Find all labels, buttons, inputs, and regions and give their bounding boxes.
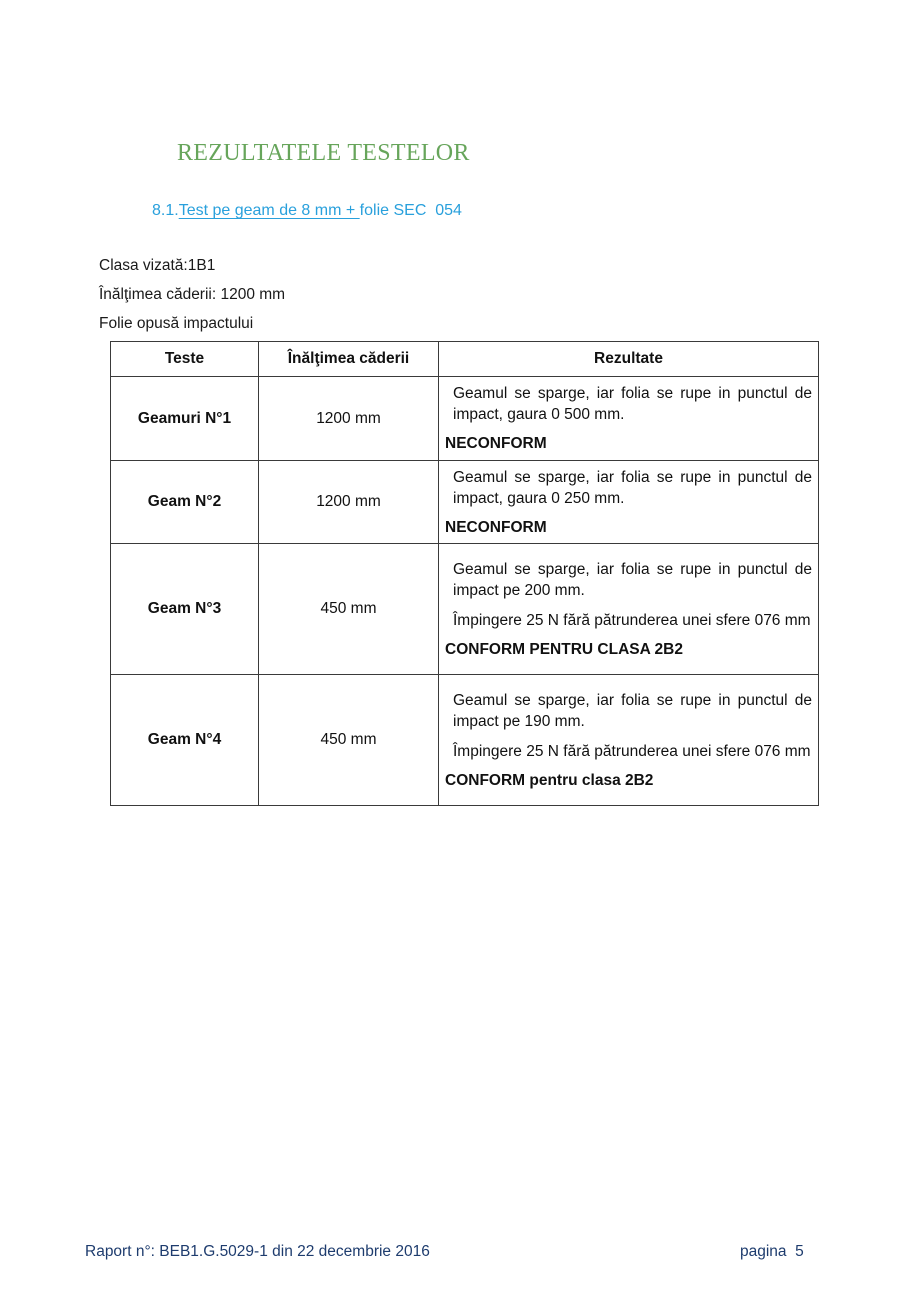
drop-height-cell: 1200 mm bbox=[259, 461, 439, 544]
header-inaltimea-caderii: Înălţimea căderii bbox=[259, 342, 439, 377]
test-name-cell: Geam N°3 bbox=[111, 544, 259, 675]
drop-height-cell: 450 mm bbox=[259, 675, 439, 806]
result-paragraph: Geamul se sparge, iar folia se rupe in punctul de impact pe 190 mm. bbox=[453, 691, 812, 730]
footer-report-number: Raport n°: BEB1.G.5029-1 din 22 decembrie 2016 bbox=[85, 1243, 430, 1260]
table-header-row bbox=[111, 342, 819, 377]
result-paragraph: Împingere 25 N fără pătrunderea unei sfere 076 mm bbox=[453, 742, 811, 760]
section-heading-underlined: Test pe geam de 8 mm + bbox=[178, 202, 360, 219]
results-table bbox=[110, 341, 819, 806]
result-cell bbox=[439, 675, 819, 806]
foil-position-line: Folie opusă impactului bbox=[99, 315, 254, 332]
header-teste: Teste bbox=[111, 342, 259, 377]
test-name-cell: Geamuri N°1 bbox=[111, 377, 259, 461]
result-paragraph: Geamul se sparge, iar folia se rupe in punctul de impact, gaura 0 250 mm. bbox=[453, 468, 812, 507]
test-name-cell: Geam N°2 bbox=[111, 461, 259, 544]
verdict: NECONFORM bbox=[445, 435, 547, 452]
drop-height-cell: 1200 mm bbox=[259, 377, 439, 461]
result-paragraph: Împingere 25 N fără pătrunderea unei sfere 076 mm bbox=[453, 611, 811, 629]
verdict: CONFORM pentru clasa 2B2 bbox=[445, 771, 654, 789]
drop-height-line: Înălţimea căderii: 1200 mm bbox=[99, 286, 286, 303]
verdict: NECONFORM bbox=[445, 518, 547, 536]
table-row bbox=[111, 461, 819, 544]
result-cell bbox=[439, 461, 819, 544]
drop-height-cell: 450 mm bbox=[259, 544, 439, 675]
intro-block bbox=[99, 254, 285, 341]
page-title: REZULTATELE TESTELOR bbox=[177, 140, 470, 166]
section-number: 8.1. bbox=[152, 202, 179, 219]
table-row bbox=[111, 675, 819, 806]
section-heading-rest: folie SEC 054 bbox=[359, 202, 462, 219]
footer-page-number: pagina 5 bbox=[740, 1243, 804, 1260]
verdict: CONFORM PENTRU CLASA 2B2 bbox=[445, 640, 683, 658]
test-name-cell: Geam N°4 bbox=[111, 675, 259, 806]
table-row bbox=[111, 544, 819, 675]
table-row bbox=[111, 377, 819, 461]
result-paragraph: Geamul se sparge, iar folia se rupe in punctul de impact, gaura 0 500 mm. bbox=[453, 385, 812, 423]
header-rezultate: Rezultate bbox=[439, 342, 819, 377]
target-class-line: Clasa vizată:1B1 bbox=[99, 257, 216, 274]
result-paragraph: Geamul se sparge, iar folia se rupe in punctul de impact pe 200 mm. bbox=[453, 560, 812, 599]
result-cell bbox=[439, 544, 819, 675]
section-heading bbox=[152, 202, 462, 220]
result-cell bbox=[439, 377, 819, 461]
